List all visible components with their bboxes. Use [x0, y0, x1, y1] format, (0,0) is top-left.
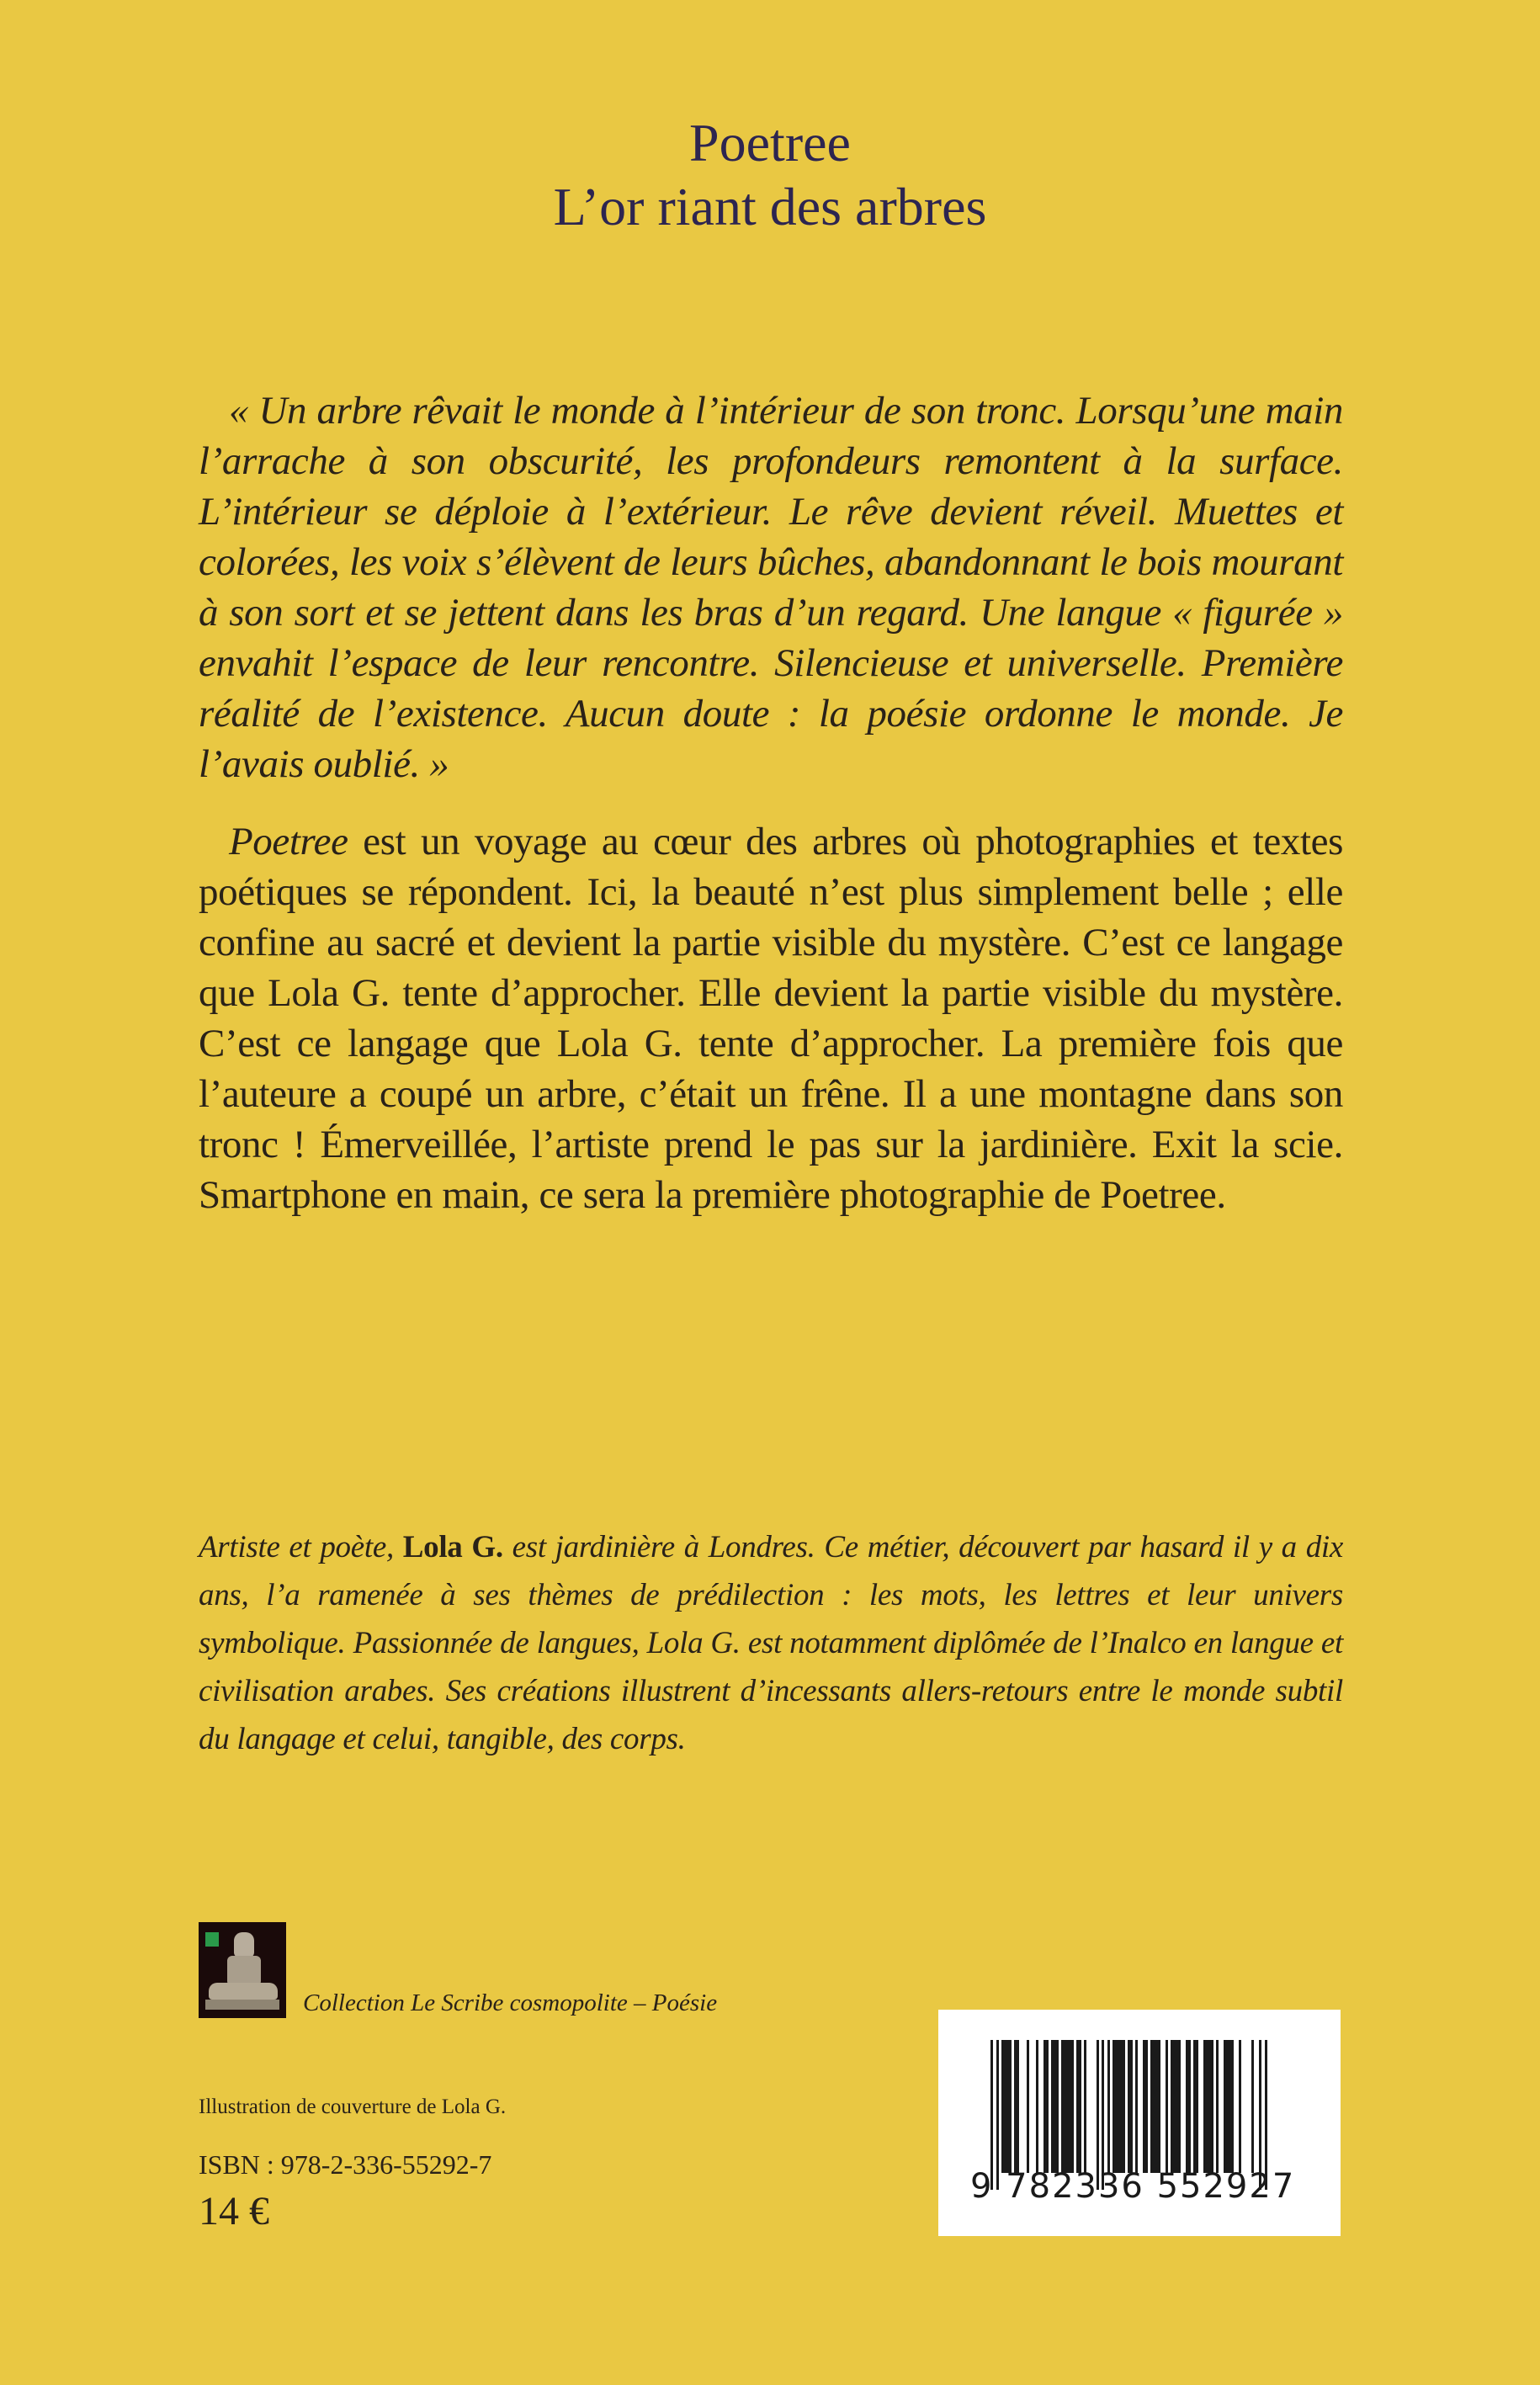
bio-text: est jardinière à Londres. Ce métier, découvert par hasard il y a dix ans, l’a ramenée à ses thèmes de prédilection : les mots, les lettres et leur univers symbolique. Passionnée de langues, Lola G. est notamment diplômée de l’Inalco en langue et civilisation arabes. Ses créations illustrent d’incessants allers-retours entre le monde subtil du langage et celui, tangible, des corps. [199, 1530, 1343, 1756]
price: 14 € [199, 2189, 269, 2234]
book-title: Poetree [689, 113, 851, 173]
publisher-badge-icon [205, 1932, 219, 1947]
author-bio [199, 1523, 1343, 1763]
barcode [938, 2010, 1341, 2236]
description-title: Poetree [229, 820, 348, 863]
collection-label: Collection Le Scribe cosmopolite – Poésie [303, 1989, 718, 2016]
barcode-digits: 9 782336 552927 [970, 2167, 1296, 2206]
book-subtitle: L’or riant des arbres [553, 177, 987, 236]
epigraph-quote: « Un arbre rêvait le monde à l’intérieur de son tronc. Lorsqu’une main l’arrache à son obscurité, les profondeurs remontent à la surface. L’intérieur se déploie à l’extérieur. Le rêve devient réveil. Muettes et colorées, les voix s’élèvent de leurs bûches, abandonnant le bois mourant à son sort et se jettent dans les bras d’un regard. Une langue « figurée » envahit l’espace de leur rencontre. Silencieuse et universelle. Première réalité de l’existence. Aucun doute : la poésie ordonne le monde. Je l’avais oublié. » [199, 389, 1343, 786]
scribe-statue-logo-icon [199, 1922, 286, 2018]
isbn: ISBN : 978-2-336-55292-7 [199, 2149, 492, 2180]
author-name: Lola G. [402, 1530, 503, 1564]
illustration-credit: Illustration de couverture de Lola G. [199, 2096, 507, 2118]
bio-prefix: Artiste et poète, [199, 1530, 403, 1564]
description-text: est un voyage au cœur des arbres où photographies et textes poétiques se répondent. Ici, la beauté n’est plus simplement belle ; elle confine au sacré et devient la partie visible du mystère. C’est ce langage que Lola G. tente d’approcher. Elle devient la partie visible du mystère. C’est ce langage que Lola G. tente d’approcher. La première fois que l’auteure a coupé un arbre, c’était un frêne. Il a une montagne dans son tronc ! Émerveillée, l’artiste prend le pas sur la jardinière. Exit la scie. Smartphone en main, ce sera la première photographie de Poetree. [199, 820, 1343, 1217]
book-description [199, 816, 1343, 1220]
